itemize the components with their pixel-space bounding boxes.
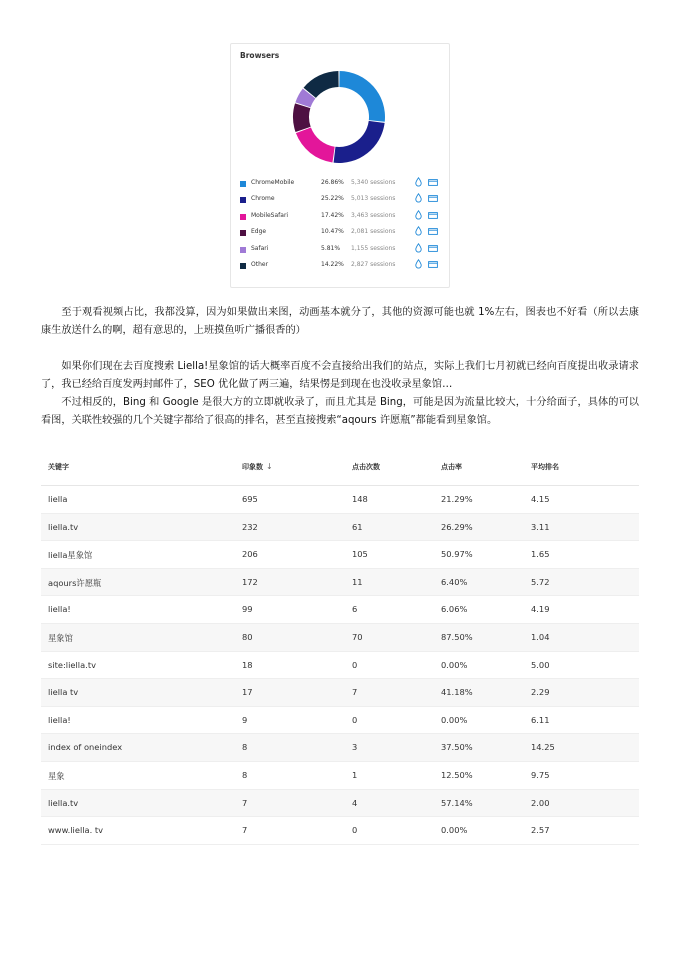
cell-clicks: 6 (352, 604, 358, 615)
cell-ctr: 50.97% (441, 549, 473, 560)
donut-slice-chromemobile[interactable] (339, 71, 385, 122)
header-impressions-label: 印象数 (242, 463, 263, 471)
legend-sessions: 5,340 sessions (351, 179, 396, 186)
legend-browser-name: ChromeMobile (251, 179, 295, 186)
legend-browser-name: Edge (251, 228, 267, 236)
cell-avg-position: 4.15 (531, 494, 550, 504)
cell-keyword: liella (48, 494, 68, 504)
legend-sessions: 3,463 sessions (351, 211, 396, 219)
cell-ctr: 0.00% (441, 659, 468, 670)
legend-percent: 10.47% (321, 228, 344, 236)
cell-avg-position: 14.25 (531, 742, 555, 753)
table-row[interactable] (41, 762, 639, 790)
cell-keyword: liella星象馆 (48, 550, 93, 561)
cell-keyword: index of oneindex (48, 742, 123, 753)
table-row[interactable] (41, 486, 639, 514)
window-icon[interactable] (428, 212, 438, 219)
cell-ctr: 0.00% (441, 714, 468, 725)
browsers-card-title: Browsers (240, 51, 280, 60)
browsers-legend (239, 177, 443, 275)
cell-ctr: 41.18% (441, 687, 473, 698)
table-header-row (41, 450, 639, 486)
table-row[interactable] (41, 624, 639, 652)
donut-slice-edge[interactable] (293, 103, 311, 132)
cell-keyword: www.liella. tv (48, 825, 104, 836)
cell-avg-position: 2.00 (531, 797, 550, 808)
cell-impressions: 172 (242, 576, 258, 587)
legend-item[interactable] (239, 243, 443, 259)
cell-clicks: 7 (352, 687, 358, 698)
table-body (41, 486, 639, 845)
cell-clicks: 61 (352, 521, 363, 532)
legend-item[interactable] (239, 193, 443, 209)
legend-swatch (240, 214, 246, 220)
window-icon[interactable] (428, 179, 438, 186)
drop-icon[interactable] (415, 259, 422, 269)
cell-keyword: liella.tv (48, 797, 79, 808)
cell-clicks: 11 (352, 576, 363, 587)
legend-swatch (240, 197, 246, 203)
legend-browser-name: MobileSafari (251, 211, 289, 219)
cell-avg-position: 5.72 (531, 576, 550, 587)
cell-ctr: 0.00% (441, 825, 468, 836)
keyword-table (41, 450, 639, 845)
legend-sessions: 5,013 sessions (351, 195, 396, 203)
cell-avg-position: 3.11 (531, 521, 550, 532)
cell-impressions: 7 (242, 797, 248, 808)
cell-avg-position: 2.57 (531, 825, 550, 836)
window-icon[interactable] (428, 195, 438, 202)
paragraph-baidu-indexing: 如果你们现在去百度搜索 Liella!星象馆的话大概率百度不会直接给出我们的站点，实际上我们七月初就已经向百度提出收录请求了，我已经给百度发两封邮件了，SEO 优化做了两三遍，结果愣是到现在也没收录星象馆… (41, 361, 639, 390)
legend-sessions: 2,827 sessions (351, 260, 396, 268)
cell-clicks: 4 (352, 797, 358, 808)
cell-impressions: 7 (242, 825, 248, 836)
legend-item[interactable] (239, 210, 443, 226)
cell-impressions: 8 (242, 742, 248, 753)
cell-clicks: 1 (352, 769, 358, 780)
header-keyword[interactable]: 关键字 (48, 463, 69, 471)
table-row[interactable] (41, 817, 639, 845)
donut-slice-chrome[interactable] (334, 121, 385, 163)
paragraph-bing-google: 不过相反的，Bing 和 Google 是很大方的立即就收录了，而且尤其是 Bing，可能是因为流量比较大，十分给面子，具体的可以看图，关联性较强的几个关键字都给了很高的排名，甚至直接搜索“aqours 许愿瓶”都能看到星象馆。 (41, 397, 639, 426)
legend-sessions: 1,155 sessions (351, 244, 396, 252)
cell-clicks: 0 (352, 714, 358, 725)
legend-percent: 25.22% (321, 195, 344, 203)
cell-clicks: 3 (352, 742, 358, 753)
header-avg-position[interactable]: 平均排名 (531, 463, 559, 471)
legend-percent: 17.42% (321, 211, 344, 219)
cell-clicks: 0 (352, 825, 358, 836)
drop-icon[interactable] (415, 243, 422, 253)
cell-impressions: 80 (242, 631, 253, 642)
table-row[interactable] (41, 790, 639, 818)
table-row[interactable] (41, 514, 639, 542)
cell-avg-position: 1.65 (531, 549, 550, 560)
cell-clicks: 105 (352, 549, 368, 560)
cell-impressions: 206 (242, 549, 258, 560)
legend-swatch (240, 263, 246, 269)
legend-browser-name: Safari (251, 244, 269, 252)
browsers-card (230, 43, 450, 288)
cell-avg-position: 9.75 (531, 769, 550, 780)
cell-avg-position: 5.00 (531, 659, 550, 670)
legend-percent: 5.81% (321, 244, 341, 252)
table-row[interactable] (41, 734, 639, 762)
legend-sessions: 2,081 sessions (351, 228, 396, 236)
table-row[interactable] (41, 679, 639, 707)
legend-swatch (240, 247, 246, 253)
cell-avg-position: 1.04 (531, 631, 550, 642)
cell-avg-position: 2.29 (531, 687, 550, 698)
header-impressions[interactable] (242, 462, 273, 472)
cell-ctr: 12.50% (441, 769, 473, 780)
window-icon[interactable] (428, 245, 438, 252)
legend-item[interactable] (239, 226, 443, 242)
cell-impressions: 232 (242, 521, 258, 532)
table-row[interactable] (41, 541, 639, 569)
cell-impressions: 17 (242, 687, 253, 698)
cell-avg-position: 6.11 (531, 714, 550, 725)
header-clicks[interactable]: 点击次数 (352, 463, 380, 471)
cell-keyword: 星象馆 (48, 632, 73, 643)
cell-keyword: liella! (48, 714, 71, 725)
table-row[interactable] (41, 569, 639, 597)
browsers-donut-chart (291, 69, 387, 165)
legend-browser-name: Chrome (251, 195, 275, 203)
cell-impressions: 9 (242, 714, 248, 725)
cell-clicks: 70 (352, 631, 363, 642)
window-icon[interactable] (428, 261, 438, 268)
sort-descending-icon: ↓ (266, 462, 273, 471)
cell-impressions: 8 (242, 769, 248, 780)
legend-item[interactable] (239, 177, 443, 193)
table-row[interactable] (41, 596, 639, 624)
cell-keyword: liella! (48, 604, 71, 615)
header-ctr[interactable]: 点击率 (441, 463, 462, 471)
cell-impressions: 18 (242, 659, 253, 670)
cell-ctr: 26.29% (441, 521, 473, 532)
cell-ctr: 6.40% (441, 576, 468, 587)
cell-keyword: liella tv (48, 687, 79, 698)
drop-icon[interactable] (415, 193, 422, 203)
legend-swatch (240, 230, 246, 236)
cell-ctr: 6.06% (441, 604, 468, 615)
window-icon[interactable] (428, 228, 438, 235)
cell-keyword: liella.tv (48, 521, 79, 532)
table-row[interactable] (41, 707, 639, 735)
cell-keyword: aqours许愿瓶 (48, 577, 102, 588)
cell-clicks: 0 (352, 659, 358, 670)
cell-ctr: 37.50% (441, 742, 473, 753)
cell-keyword: site:liella.tv (48, 659, 96, 670)
cell-ctr: 57.14% (441, 797, 473, 808)
cell-ctr: 21.29% (441, 494, 473, 504)
cell-clicks: 148 (352, 494, 368, 504)
cell-impressions: 99 (242, 604, 253, 615)
drop-icon[interactable] (415, 177, 422, 187)
table-row[interactable] (41, 652, 639, 680)
drop-icon[interactable] (415, 226, 422, 236)
cell-avg-position: 4.19 (531, 604, 550, 615)
cell-impressions: 695 (242, 494, 258, 504)
paragraph-video-share: 至于观看视频占比，我都没算，因为如果做出来图，动画基本就分了，其他的资源可能也就 1%左右，图表也不好看（所以去康康生放送什么的啊，超有意思的，上班摸鱼听广播很香的） (41, 307, 639, 336)
legend-percent: 26.86% (321, 179, 344, 186)
donut-slice-mobilesafari[interactable] (296, 128, 335, 163)
legend-item[interactable] (239, 259, 443, 275)
cell-keyword: 星象 (48, 770, 65, 781)
legend-swatch (240, 181, 246, 187)
drop-icon[interactable] (415, 210, 422, 220)
cell-ctr: 87.50% (441, 631, 473, 642)
legend-browser-name: Other (251, 260, 269, 268)
legend-percent: 14.22% (321, 260, 344, 268)
